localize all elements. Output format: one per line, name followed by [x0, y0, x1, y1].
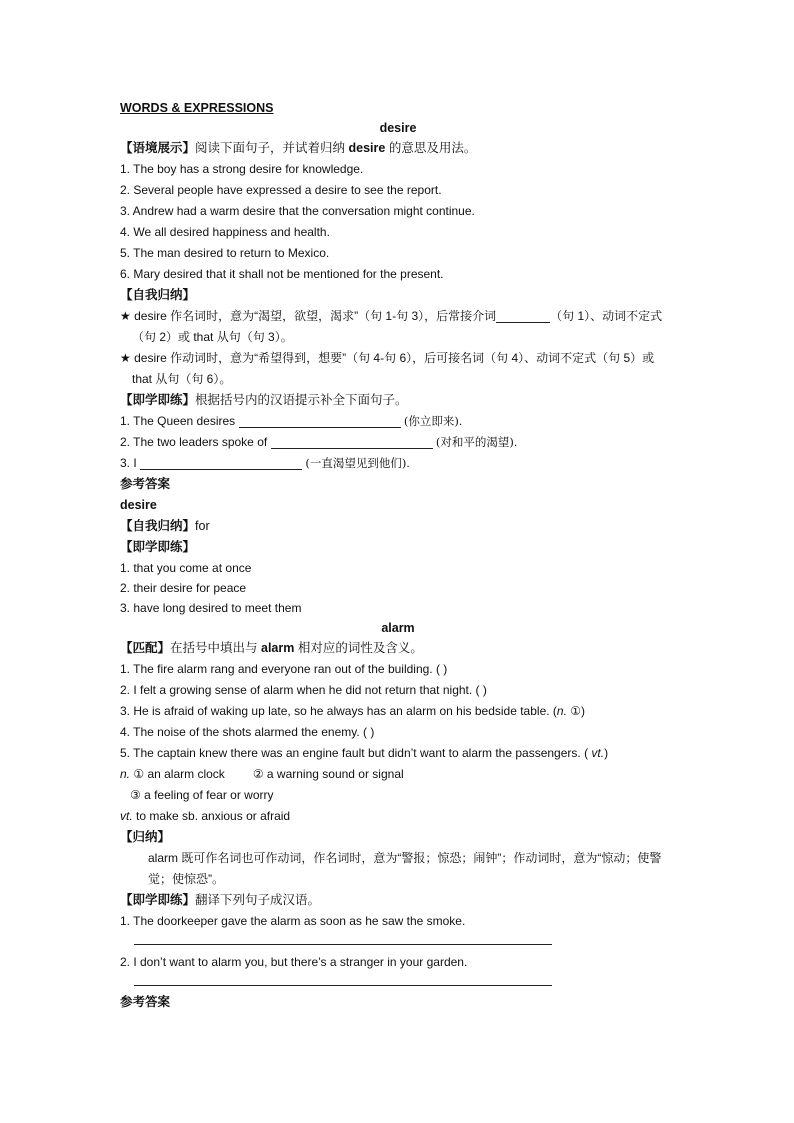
word-heading-desire: desire [379, 121, 417, 135]
summary-heading: 【自我归纳】 [120, 288, 196, 302]
desire-verb-note: ★ desire 作动词时，意为“希望得到，想要”（句 4-句 6），后可接名词（句 4）、动词不定式（句 5）或 that 从句（句 6）。 [120, 351, 655, 386]
answers-title-alarm: 参考答案 [120, 995, 171, 1009]
match-desc-end: 相对应的词性及含义。 [294, 641, 423, 655]
noun-note-text-end: （句 1）、动词不定式（句 2）或 that 从句（句 3）。 [132, 309, 663, 344]
exercise-line [120, 453, 676, 474]
chinese-hint: (你立即来) [403, 414, 459, 428]
part-of-speech: vt. [591, 746, 605, 760]
alarm-summary-heading: 【归纳】 [120, 830, 171, 844]
translate-sentence: 2. I don’t want to alarm you, but there’s a stranger in your garden. [120, 955, 468, 969]
alarm-sentence-text: 5. The captain knew there was an engine fault but didn’t want to alarm the passengers. ( [120, 746, 592, 760]
meaning-item: to make sb. anxious or afraid [132, 809, 291, 823]
desire-sentence: 2. Several people have expressed a desire to see the report. [120, 183, 442, 197]
alarm-sentence [120, 680, 676, 701]
exercise-text: 3. I [120, 456, 141, 470]
alarm-sentence [120, 701, 676, 722]
exercise-end: . [458, 414, 463, 428]
word-heading-alarm: alarm [381, 621, 415, 635]
exercise-text: 2. The two leaders spoke of [120, 435, 271, 449]
context-desc: 阅读下面句子，并试着归纳 [195, 141, 349, 155]
exercise-line [120, 411, 676, 432]
desire-noun-note [120, 306, 676, 348]
alarm-sentence-text: 1. The fire alarm rang and everyone ran out of the building. ( ) [120, 662, 448, 676]
alarm-sentence [120, 743, 676, 764]
alarm-sentence-text: 3. He is afraid of waking up late, so he always has an alarm on his bedside table. ( [120, 704, 557, 718]
blank-line[interactable] [496, 308, 550, 323]
context-tag: 【语境展示】 [120, 141, 196, 155]
answer-line[interactable] [134, 985, 552, 986]
part-of-speech: n. [556, 704, 567, 718]
translate-sentence: 1. The doorkeeper gave the alarm as soon as he saw the smoke. [120, 914, 466, 928]
desire-sentence: 6. Mary desired that it shall not be mentioned for the present. [120, 267, 444, 281]
answer-item: 1. that you come at once [120, 561, 252, 575]
answer-blank[interactable] [140, 455, 302, 470]
meaning-noun-line [120, 764, 676, 785]
context-desc-end: 的意思及用法。 [385, 141, 477, 155]
practice-tag: 【即学即练】 [120, 393, 196, 407]
answer-blank[interactable] [271, 434, 433, 449]
meaning-verb-line [120, 806, 676, 827]
match-desc: 在括号中填出与 [170, 641, 261, 655]
page [120, 98, 676, 1013]
alarm-practice-heading [120, 890, 676, 911]
answer-item: 2. their desire for peace [120, 581, 247, 595]
noun-note-text: ★ desire 作名词时，意为“渴望，欲望，渴求”（句 1-句 3），后常接介词 [120, 309, 497, 323]
answers-title: 参考答案 [120, 477, 171, 491]
exercise-end: . [513, 435, 518, 449]
answers-summary-tag: 【自我归纳】 [120, 519, 196, 533]
alarm-sentence-text: 4. The noise of the shots alarmed the enemy. ( ) [120, 725, 375, 739]
sentence-tail: ) [604, 746, 609, 760]
desire-sentence: 3. Andrew had a warm desire that the conversation might continue. [120, 204, 475, 218]
alarm-sentence [120, 659, 676, 680]
meaning-item: ② a warning sound or signal [252, 767, 404, 781]
answers-practice-tag: 【即学即练】 [120, 540, 196, 554]
sentence-tail: ①) [566, 704, 586, 718]
answer-item: 3. have long desired to meet them [120, 601, 302, 615]
context-heading [120, 138, 676, 159]
verb-label: vt. [120, 809, 133, 823]
chinese-hint: (对和平的渴望) [435, 435, 514, 449]
answers-summary [120, 516, 676, 537]
meaning-item: ③ a feeling of fear or worry [130, 788, 274, 802]
answer-blank[interactable] [239, 413, 401, 428]
exercise-line [120, 432, 676, 453]
desire-sentence: 5. The man desired to return to Mexico. [120, 246, 330, 260]
desire-sentence: 4. We all desired happiness and health. [120, 225, 330, 239]
exercise-text: 1. The Queen desires [120, 414, 239, 428]
answer-line[interactable] [134, 944, 552, 945]
practice-heading [120, 390, 676, 411]
meaning-noun-line [120, 785, 676, 806]
noun-label: n. [120, 767, 131, 781]
practice-desc: 根据括号内的汉语提示补全下面句子。 [195, 393, 408, 407]
doc-title: WORDS & EXPRESSIONS [120, 101, 274, 115]
desire-sentence: 1. The boy has a strong desire for knowledge. [120, 162, 364, 176]
context-keyword: desire [348, 141, 386, 155]
answers-word: desire [120, 498, 157, 512]
answers-summary-value: for [195, 519, 210, 533]
match-keyword: alarm [261, 641, 295, 655]
alarm-practice-tag: 【即学即练】 [120, 893, 196, 907]
alarm-sentence-text: 2. I felt a growing sense of alarm when he did not return that night. ( ) [120, 683, 487, 697]
alarm-summary-text: alarm 既可作名词也可作动词，作名词时，意为“警报；惊恐；闹钟”；作动词时，意为“惊动；使警觉；使惊恐”。 [148, 851, 662, 886]
match-heading [120, 638, 676, 659]
alarm-practice-desc: 翻译下列句子成汉语。 [195, 893, 321, 907]
exercise-end: . [406, 456, 410, 470]
meaning-item: ① an alarm clock [130, 767, 225, 781]
chinese-hint: (一直渴望见到他们) [305, 456, 407, 470]
match-tag: 【匹配】 [120, 641, 171, 655]
alarm-sentence [120, 722, 676, 743]
